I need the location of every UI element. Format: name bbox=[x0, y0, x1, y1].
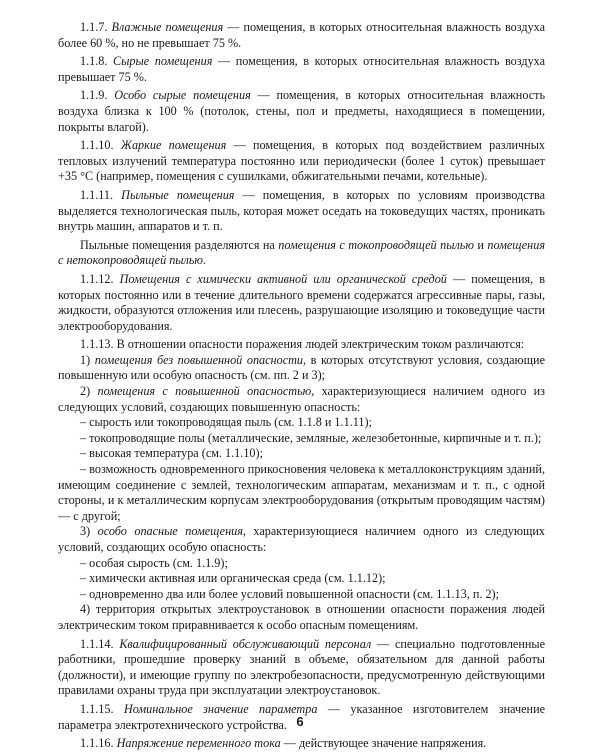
definition-text: — указанное изготовителем значение параметра электротехнического устройства. bbox=[58, 701, 546, 732]
paragraph-1-1-14 bbox=[58, 637, 545, 699]
definition-text: — помещения, в которых под воздействием различных тепловых излучений температура постоянно или периодически (более 1 суток) превышает +35 °C (например, помещения с сушилками, обжигательными печами, котельные). bbox=[58, 138, 545, 184]
clause-number: 1.1.16. bbox=[80, 736, 114, 751]
clause-number: 1.1.11. bbox=[80, 187, 114, 202]
note-text: . bbox=[203, 253, 207, 268]
paragraph-1-1-7 bbox=[58, 20, 545, 51]
definition-text: — помещения, в которых постоянно или в течение длительного времени содержатся агрессивные пары, газы, жидкости, образуются отложения или плесень, разрушающие изоляцию и токоведущие части электрооборудования. bbox=[58, 271, 545, 333]
item-text: , в которых отсутствуют условия, создающие повышенную или особую опасность (см. пп. 2 и 3); bbox=[58, 352, 545, 383]
clause-number: 1.1.14. bbox=[80, 636, 114, 651]
definition-text: — помещения, в которых относительная влажность воздуха более 60 %, но не превышает 75 %. bbox=[58, 20, 546, 50]
term-damp-rooms: Сырые помещения bbox=[113, 54, 213, 69]
page-number: 6 bbox=[296, 714, 304, 729]
term-conductive-dust: помещения с токопроводящей пылью bbox=[278, 237, 474, 252]
clause-number: 1.1.10. bbox=[80, 138, 114, 153]
item-number: 3) bbox=[80, 524, 98, 539]
danger-item-2-condition: – возможность одновременного прикосновения человека к металлоконструкциям зданий, имеющим соединение с землей, технологическим аппаратам, механизмам и т. п., с одной стороны, и к металлическим корпусам электрооборудования (открытым проводящим частям) — с другой; bbox=[58, 462, 545, 523]
term-qualified-personnel: Квалифицированный обслуживающий персонал bbox=[119, 636, 372, 651]
definition-text: — действующее значение напряжения. bbox=[280, 736, 487, 751]
paragraph-1-1-13-intro: 1.1.13. В отношении опасности поражения людей электрическим током различаются: bbox=[80, 337, 525, 352]
item-number: 2) bbox=[80, 384, 98, 399]
item-number: 1) bbox=[80, 352, 95, 367]
clause-number: 1.1.7. bbox=[80, 20, 108, 34]
paragraph-1-1-9 bbox=[58, 88, 545, 135]
danger-item-2-condition: – сырость или токопроводящая пыль (см. 1.1.8 и 1.1.11); bbox=[80, 415, 372, 430]
danger-item-2-condition: – высокая температура (см. 1.1.10); bbox=[80, 446, 263, 461]
danger-item-3-condition: – одновременно два или более условий повышенной опасности (см. 1.1.13, п. 2); bbox=[80, 586, 500, 601]
page-body bbox=[58, 20, 545, 752]
danger-item-3-condition: – особая сырость (см. 1.1.9); bbox=[80, 555, 228, 570]
danger-item-3-condition: – химически активная или органическая среда (см. 1.1.12); bbox=[80, 571, 386, 586]
term-nonconductive-dust: помещения с нетокопроводящей пылью bbox=[58, 237, 545, 268]
term-no-increased-danger: помещения без повышенной опасности bbox=[94, 352, 303, 367]
clause-number: 1.1.12. bbox=[80, 271, 114, 286]
term-especially-dangerous: особо опасные помещения bbox=[97, 524, 243, 539]
paragraph-1-1-16 bbox=[58, 736, 545, 752]
note-text: и bbox=[473, 237, 488, 252]
item-text: , характеризующиеся наличием одного из следующих условий, создающих повышенную опасность: bbox=[58, 384, 545, 414]
danger-item-3 bbox=[58, 524, 545, 555]
paragraph-dust-classification bbox=[58, 238, 545, 269]
paragraph-1-1-10 bbox=[58, 138, 545, 185]
paragraph-1-1-8 bbox=[58, 54, 545, 85]
clause-number: 1.1.15. bbox=[80, 701, 114, 716]
term-ac-voltage: Напряжение переменного тока bbox=[116, 736, 281, 751]
paragraph-1-1-12 bbox=[58, 272, 545, 334]
note-text: Пыльные помещения разделяются на bbox=[80, 237, 279, 252]
danger-item-1 bbox=[58, 353, 545, 384]
definition-text: — помещения, в которых по условиям производства выделяется технологическая пыль, которая может оседать на токоведущих частях, проникать внутрь машин, аппаратов и т. п. bbox=[58, 187, 545, 234]
definition-text: — помещения, в которых относительная влажность воздуха превышает 75 %. bbox=[58, 54, 546, 84]
item-text: , характеризующиеся наличием одного из следующих условий, создающих особую опасность: bbox=[58, 524, 545, 554]
paragraph-1-1-11 bbox=[58, 188, 545, 235]
term-very-damp-rooms: Особо сырые помещения bbox=[114, 88, 251, 103]
definition-text: — специально подготовленные работники, прошедшие проверку знаний в объеме, обязательном для данной работы (должности), и имеющие группу по электробезопасности, предусмотренную действующими правилами охраны труда при эксплуатации электроустановок. bbox=[58, 636, 545, 698]
term-nominal-value: Номинальное значение параметра bbox=[123, 701, 318, 716]
danger-item-2-condition: – токопроводящие полы (металлические, земляные, железобетонные, кирпичные и т. п.); bbox=[80, 430, 542, 445]
clause-number: 1.1.8. bbox=[80, 54, 108, 69]
definition-text: — помещения, в которых относительная влажность воздуха близка к 100 % (потолок, стены, пол и предметы, находящиеся в помещении, покрыты влагой). bbox=[58, 88, 546, 134]
term-hot-rooms: Жаркие помещения bbox=[120, 138, 227, 153]
term-humid-rooms: Влажные помещения bbox=[111, 20, 224, 34]
danger-item-2 bbox=[58, 384, 545, 415]
danger-item-4: 4) территория открытых электроустановок в отношении опасности поражения людей электрическим током приравнивается к особо опасным помещениям. bbox=[58, 602, 545, 632]
clause-number: 1.1.9. bbox=[80, 88, 108, 103]
term-dusty-rooms: Пыльные помещения bbox=[121, 187, 235, 202]
term-increased-danger: помещения с повышенной опасностью bbox=[97, 384, 312, 399]
term-chemical-rooms: Помещения с химически активной или органической средой bbox=[119, 271, 447, 286]
